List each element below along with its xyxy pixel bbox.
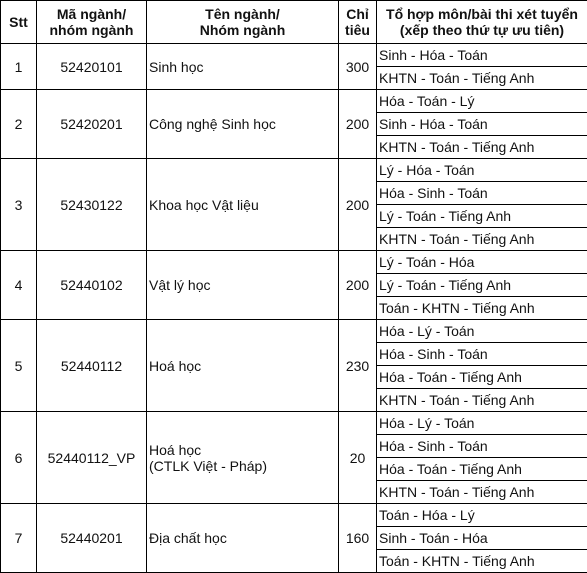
- cell-to-hop: Sinh - Hóa - Toán: [377, 44, 587, 67]
- cell-to-hop: Toán - KHTN - Tiếng Anh: [377, 550, 587, 573]
- cell-to-hop: Toán - KHTN - Tiếng Anh: [377, 297, 587, 320]
- cell-to-hop: KHTN - Toán - Tiếng Anh: [377, 67, 587, 90]
- cell-ten-nganh: [147, 504, 339, 573]
- cell-ma-nganh: 52440112: [37, 320, 147, 412]
- cell-ten-nganh: [147, 159, 339, 251]
- header-to-hop: Tổ hợp môn/bài thi xét tuyển (xếp theo thứ tự ưu tiên): [377, 1, 587, 44]
- cell-ten-nganh: [147, 412, 339, 504]
- header-chi-tieu: Chỉ tiêu: [339, 1, 377, 44]
- cell-to-hop: KHTN - Toán - Tiếng Anh: [377, 389, 587, 412]
- table-row: [1, 90, 587, 113]
- table-row: [1, 251, 587, 274]
- cell-ma-nganh: 52420201: [37, 90, 147, 159]
- cell-ma-nganh: 52430122: [37, 159, 147, 251]
- cell-stt: 5: [1, 320, 37, 412]
- table-row: [1, 504, 587, 527]
- header-stt: Stt: [1, 1, 37, 44]
- ten-nganh-line1: Vật lý học: [149, 277, 338, 293]
- cell-ten-nganh: [147, 90, 339, 159]
- cell-to-hop: Hóa - Sinh - Toán: [377, 182, 587, 205]
- cell-to-hop: Lý - Toán - Hóa: [377, 251, 587, 274]
- ten-nganh-line1: Hoá học: [149, 358, 338, 374]
- table-row: [1, 320, 587, 343]
- cell-ten-nganh: [147, 44, 339, 90]
- cell-ten-nganh: [147, 320, 339, 412]
- cell-chi-tieu: 230: [339, 320, 377, 412]
- cell-to-hop: Toán - Hóa - Lý: [377, 504, 587, 527]
- header-row: [1, 1, 587, 44]
- ten-nganh-line1: Sinh học: [149, 59, 338, 75]
- cell-to-hop: Hóa - Sinh - Toán: [377, 435, 587, 458]
- table-row: [1, 159, 587, 182]
- header-ma-nganh: Mã ngành/ nhóm ngành: [37, 1, 147, 44]
- cell-to-hop: Hóa - Lý - Toán: [377, 320, 587, 343]
- cell-stt: 7: [1, 504, 37, 573]
- table-row: [1, 412, 587, 435]
- cell-chi-tieu: 160: [339, 504, 377, 573]
- cell-to-hop: KHTN - Toán - Tiếng Anh: [377, 481, 587, 504]
- cell-to-hop: KHTN - Toán - Tiếng Anh: [377, 228, 587, 251]
- cell-chi-tieu: 300: [339, 44, 377, 90]
- cell-chi-tieu: 20: [339, 412, 377, 504]
- table-body: [1, 44, 587, 573]
- header-ten-nganh: Tên ngành/ Nhóm ngành: [147, 1, 339, 44]
- cell-chi-tieu: 200: [339, 90, 377, 159]
- cell-ten-nganh: [147, 251, 339, 320]
- cell-to-hop: Lý - Toán - Tiếng Anh: [377, 274, 587, 297]
- cell-chi-tieu: 200: [339, 251, 377, 320]
- cell-to-hop: Sinh - Hóa - Toán: [377, 113, 587, 136]
- cell-stt: 1: [1, 44, 37, 90]
- cell-ma-nganh: 52440102: [37, 251, 147, 320]
- table-row: [1, 44, 587, 67]
- cell-to-hop: Hóa - Lý - Toán: [377, 412, 587, 435]
- cell-ma-nganh: 52440112_VP: [37, 412, 147, 504]
- cell-to-hop: Lý - Hóa - Toán: [377, 159, 587, 182]
- cell-to-hop: Hóa - Sinh - Toán: [377, 343, 587, 366]
- cell-to-hop: Hóa - Toán - Tiếng Anh: [377, 458, 587, 481]
- ten-nganh-line1: Địa chất học: [149, 530, 338, 546]
- ten-nganh-line1: Khoa học Vật liệu: [149, 197, 338, 213]
- cell-to-hop: Lý - Toán - Tiếng Anh: [377, 205, 587, 228]
- cell-to-hop: Hóa - Toán - Tiếng Anh: [377, 366, 587, 389]
- cell-ma-nganh: 52420101: [37, 44, 147, 90]
- cell-chi-tieu: 200: [339, 159, 377, 251]
- cell-to-hop: Sinh - Toán - Hóa: [377, 527, 587, 550]
- cell-ma-nganh: 52440201: [37, 504, 147, 573]
- ten-nganh-line1: Hoá học: [149, 442, 338, 458]
- ten-nganh-line1: Công nghệ Sinh học: [149, 116, 338, 132]
- cell-to-hop: KHTN - Toán - Tiếng Anh: [377, 136, 587, 159]
- ten-nganh-line2: (CTLK Việt - Pháp): [149, 458, 338, 474]
- cell-stt: 6: [1, 412, 37, 504]
- cell-to-hop: Hóa - Toán - Lý: [377, 90, 587, 113]
- cell-stt: 4: [1, 251, 37, 320]
- cell-stt: 3: [1, 159, 37, 251]
- cell-stt: 2: [1, 90, 37, 159]
